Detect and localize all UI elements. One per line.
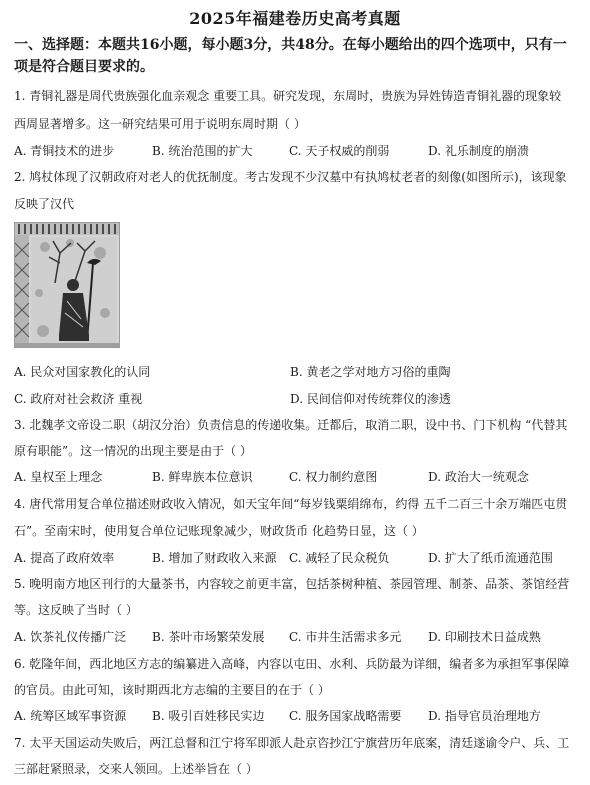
section-heading [14, 34, 574, 78]
question-7-stem-line-1: 7. 太平天国运动失败后，两江总督和江宁将军即派人赴京咨抄江宁旗营历年底案，清廷遂谕令户、兵、工 [14, 736, 570, 750]
question-5-option-c: C. 市井生活需求多元 [289, 630, 402, 644]
question-6-option-b: B. 吸引百姓移民实边 [152, 709, 265, 723]
question-1-stem-line-2: 西周显著增多。这一研究结果可用于说明东周时期（ ） [14, 117, 306, 131]
question-5-option-b: B. 茶叶市场繁荣发展 [152, 630, 265, 644]
question-1-stem-line-1: 1. 青铜礼器是周代贵族强化血亲观念 重要工具。研究发现，东周时，贵族为异姓铸造青铜礼器的现象较 [14, 89, 562, 103]
question-2-option-b: B. 黄老之学对地方习俗的重陶 [290, 365, 451, 379]
question-2-option-a: A. 民众对国家教化的认同 [14, 365, 151, 379]
section-heading-line-1: 一、选择题：本题共16小题，每小题3分，共48分。在每小题给出的四个选项中，只有一 [14, 37, 567, 53]
question-3-option-d: D. 政治大一统观念 [428, 470, 529, 484]
question-6-stem-line-1: 6. 乾隆年间，西北地区方志的编纂进入高峰，内容以屯田、水利、兵防最为详细，编者多为承担军事保障 [14, 657, 570, 671]
question-5-option-d: D. 印刷技术日益成熟 [428, 630, 541, 644]
question-1-option-d: D. 礼乐制度的崩溃 [428, 144, 529, 158]
question-3-stem-line-2: 原有职能”。这一情况的出现主要是由于（ ） [14, 444, 252, 458]
page-title: 2025年福建卷历史高考真题 [189, 9, 401, 28]
question-6-option-c: C. 服务国家战略需要 [289, 709, 402, 723]
question-4-stem-line-1: 4. 唐代常用复合单位描述财政收入情况，如天宝年间“每岁钱粟绢绵布，约得 五千二百三十余万端匹屯贯 [14, 497, 568, 511]
question-2-stem-line-2: 反映了汉代 [14, 197, 75, 211]
question-4-stem-line-2: 石”。至南宋时，使用复合单位记账现象减少，财政货币 化趋势日显，这（ ） [14, 524, 424, 538]
question-3-option-b: B. 鲜卑族本位意识 [152, 470, 253, 484]
question-6-option-a: A. 统筹区域军事资源 [14, 709, 127, 723]
question-6-option-d: D. 指导官员治理地方 [428, 709, 541, 723]
question-1-option-c: C. 天子权威的削弱 [289, 144, 390, 158]
question-3-option-c: C. 权力制约意图 [289, 470, 378, 484]
question-1-option-b: B. 统治范围的扩大 [152, 144, 253, 158]
question-6-stem-line-2: 的官员。由此可知，该时期西北方志编的主要目的在于（ ） [14, 683, 330, 697]
question-5-stem-line-1: 5. 晚明南方地区刊行的大量茶书，内容较之前更丰富，包括茶树种植、茶园管理、制茶、品茶、茶馆经营 [14, 577, 570, 591]
question-3-stem-line-1: 3. 北魏孝文帝设二职（胡汉分治）负责信息的传递收集。迁都后，取消二职，设中书、门下机构 “代替其 [14, 418, 568, 432]
question-5-stem-line-2: 等。这反映了当时（ ） [14, 603, 138, 617]
question-2-option-d: D. 民间信仰对传统葬仪的渗透 [290, 392, 451, 406]
question-4-option-a: A. 提高了政府效率 [14, 551, 115, 565]
question-4-option-d: D. 扩大了纸币流通范围 [428, 551, 553, 565]
question-5-option-a: A. 饮茶礼仪传播广泛 [14, 630, 127, 644]
question-4-option-b: B. 增加了财政收入来源 [152, 551, 277, 565]
question-2-stem-line-1: 2. 鸠杖体现了汉朝政府对老人的优抚制度。考古发现不少汉墓中有执鸠杖老者的刻像(如图所示)，该现象 [14, 170, 567, 184]
question-2-option-c: C. 政府对社会救济 重视 [14, 392, 143, 406]
question-1-option-a: A. 青铜技术的进步 [14, 144, 115, 158]
question-3-option-a: A. 皇权至上理念 [14, 470, 103, 484]
elder-with-dove-staff-relief-image [14, 222, 120, 348]
section-heading-line-2: 项是符合题目要求的。 [14, 59, 154, 75]
question-4-option-c: C. 减轻了民众税负 [289, 551, 390, 565]
question-7-stem-line-2: 三部赶紧照录，交来人领回。上述举旨在（ ） [14, 762, 258, 776]
